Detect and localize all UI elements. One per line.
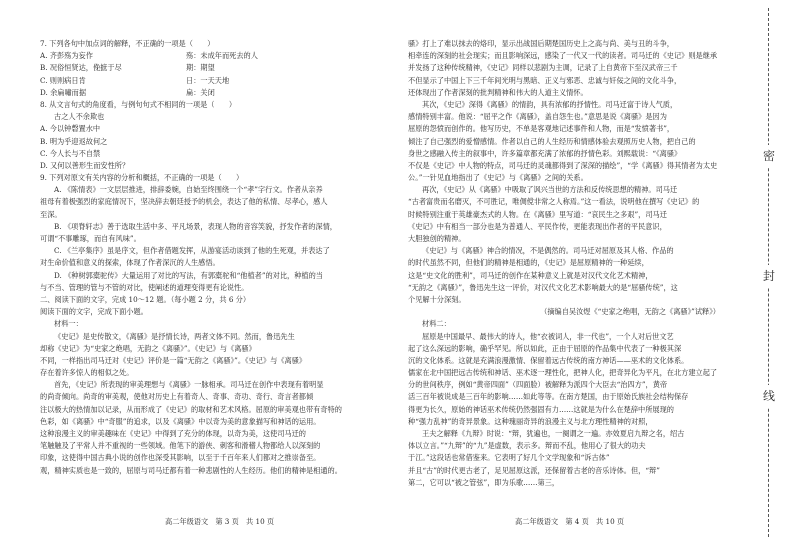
- text-line: 《史记》中有相当一部分也是为普通人、平民作传，更能表现出作者的平民意识，: [408, 221, 667, 231]
- text-line: 却称《史记》为“史家之绝唱，无韵之《离骚》”。《史记》与《离骚》: [40, 343, 256, 353]
- text-line: 得更为长久，原始的神话巫术传统仍然强固有力……这就是为什么在楚辞中所展现的: [408, 404, 674, 414]
- text-line: 不仅是《史记》中人物的特点，司马迁的灵魂都得到了深深的描绘”，“学《离骚》得其情者为太史: [408, 160, 718, 170]
- text-line: 起了这么深远的影响，确乎罕见。所以如此，正由于屈原的作品集中代表了一种极其深: [408, 343, 682, 353]
- text-line: 并发扬了这种传统精神，《史记》同样以悲剧为主调，记录了上自黄帝下至汉武帝三千: [408, 63, 678, 73]
- text-line: “古者富贵而名磨灭，不可胜记，唯倜傥非常之人称焉。”这一看法，说明他在撰写《史记》的: [408, 197, 700, 207]
- text-line: 的时代虽然不同，但他们的精神是相通的，《史记》是屈原精神的一种延续，: [408, 258, 649, 268]
- option-text: A. 齐彭殇为妄作: [40, 51, 93, 61]
- text-line: 《史记》与《离骚》神合的情况，不是偶然的。司马迁对屈原及其人格、作品的: [422, 246, 674, 256]
- text-line: 王夫之解释《九辩》时说：“辩，犹遍也，一阕谓之一遍。亦效夏启九辩之名，绍古: [422, 429, 685, 438]
- text-line: 材料二：: [422, 319, 451, 329]
- text-line: B. 《项脊轩志》善于选取生活中多、平凡场景，表现人物的音容笑貌，抒发作者的深情，: [54, 221, 337, 231]
- option-explanation: 扁：关闭: [186, 87, 215, 97]
- text-line: 二、阅读下面的文字，完成 10～12 题。（每小题 2 分，共 6 分）: [40, 294, 251, 304]
- text-line: 观，精神实质也是一致的，屈原与司马迁都有着一种悲剧性的人生经历。他们的精神是相通的。: [40, 465, 342, 475]
- text-line: 于江。”这段话也常借鉴来。它表明了好几个文学现象和“诉古体”: [408, 453, 610, 463]
- text-line: 材料一：: [54, 319, 83, 329]
- text-line: （摘编自吴汝煜《“史家之绝唱，无韵之《离骚》”试释》）: [540, 307, 720, 317]
- text-line: 色彩，如《离骚》中“奇服”的追求，以及《离骚》中以奇为美的意象描写和神话的运用。: [40, 416, 321, 426]
- text-line: 种“强力乱神”的奇异景象。这种瑰丽奇异的浪漫主义与北方理性精神的对照，: [408, 416, 653, 426]
- text-line: D. 又何以善形生而安性所？: [40, 160, 130, 170]
- left-page-column: [40, 38, 372, 477]
- right-page-column: [408, 38, 726, 489]
- text-line: 祖母有着极强烈的家庭情况下，坚决辞去朝廷授予的机会，表达了他的私情、尽孝心，感人: [40, 197, 328, 207]
- text-line: 时候特别注重于英雄豪杰式的人物。在《离骚》里写道：“哀民生之多艰”，司马迁: [408, 209, 667, 219]
- text-line: A. 今以钟磬置水中: [40, 124, 101, 134]
- text-line: 注以极大的热情加以记录，从而形成了《史记》的取材和艺术风格。屈原的审美观也带有奇特的: [40, 404, 342, 414]
- text-line: 体以立言。”“九辩”的“九”是虚数，表示多。辩而不乱，他用心了很大的功夫: [408, 441, 646, 451]
- text-line: 屈原的怨愤而创作的。他写历史，不单是客观地记述事件和人物，而是“发愤著书”，: [408, 124, 675, 134]
- text-line: 这种浪漫主义的审美趣味在《史记》中得到了充分的体现，以奇为美，这使司马迁的: [40, 429, 306, 438]
- text-line: 屈原是中国最早、最伟大的诗人，他“衣被词人，非一代也”，一个人对后世文艺: [422, 331, 674, 341]
- binding-label-seal: 密: [758, 145, 780, 167]
- text-line: 可谓“不事雕琢，而自有风味”。: [40, 234, 141, 243]
- text-line: 首先，《史记》所表现的审美理想与《离骚》一脉相承。司马迁在创作中表现有着明显: [54, 380, 324, 390]
- text-line: 其次，《史记》深得《离骚》的情韵，具有浓郁的抒情性。司马迁富于诗人气质，: [422, 99, 678, 109]
- text-line: 分的世间秩序，例如“黄帝四面”（四面脸）被解释为派四个大臣去“治四方”，黄帝: [408, 380, 668, 390]
- text-line: 9. 下列对原文有关内容的分析和概括，不正确的一项是（ ）: [40, 173, 244, 183]
- text-line: 的尚奇倾向。尚奇的审美观，使他对历史上有着奇人、奇事、奇功、奇行、奇言者都倾: [40, 392, 314, 402]
- text-line: 儒家在北中国把远古传统和神话、巫术逐一理性化，把神人化，把奇异化为平凡，在北方建立起了: [408, 368, 718, 378]
- text-line: “无韵之《离骚》”，鲁迅先生这一评价，对汉代文化艺术影响最大的是“屈骚传统”，这: [408, 282, 678, 292]
- text-line: 印象，这使得中国古典小说的创作也深受其影响，以至于千百年来人们都对之推崇备至。: [40, 453, 321, 463]
- text-line: 古之人不余欺也: [54, 112, 105, 122]
- text-line: D. 《种树郭橐驼传》大量运用了对比的写法，有郭橐驼和“他植者”的对比，种植的当: [54, 270, 323, 280]
- binding-label-line: 线: [758, 385, 780, 407]
- option-explanation: 殇：未成年而死去的人: [186, 51, 258, 61]
- text-line: 大胆独创的精神。: [408, 234, 466, 243]
- option-explanation: 日：一天天地: [186, 75, 230, 85]
- text-line: 个见解十分深刻。: [408, 294, 466, 304]
- text-line: 活三百年被说成是三百年的影响……如此等等。在南方楚国，由于原始氏族社会结构保存: [408, 392, 689, 402]
- text-line: 公。”一针见血地指出了《史记》与《离骚》之间的关系。: [408, 173, 588, 183]
- text-line: 不同，一样指出司马迁对《史记》评价是一篇“无韵之《离骚》”。《史记》与《离骚》: [40, 355, 307, 365]
- text-line: 身世之感融入传主的叙事中，许多篇章都充满了浓郁的抒情色彩。刘熙载说：“《离骚》: [408, 148, 682, 158]
- text-line: 与不当、管理的管与不管的对比，使阐述的道理变得更有论说性。: [40, 282, 249, 292]
- option-text: B. 况俗恒贤达，俛摭于尽: [40, 63, 122, 73]
- text-line: 相牵连的深刻的社会现实；而且影响深远，感染了一代又一代的读者。司马迁的《史记》则是继承: [408, 51, 718, 61]
- option-text: D. 余扁嘯而据: [40, 87, 87, 97]
- text-line: 感情特别丰富。他说：“屈平之作《离骚》，盖自怨生也。”意思是说《离骚》是因为: [408, 112, 667, 122]
- text-line: 骚》打上了难以抹去的烙印，显示出战国后期楚国历史上之高与尚、美与丑的斗争，: [408, 39, 674, 48]
- binding-label-close: 封: [758, 265, 780, 287]
- footer-left-page-number: 高二年级语文 第 3 页 共 10 页: [165, 517, 275, 526]
- text-line: B. 明为乎迎返故何之: [40, 136, 108, 146]
- text-line: A. 《陈情表》一文层层推进，排辞委婉，自始至终围绕一个“孝”字行文。作者从亲养: [54, 185, 323, 195]
- text-line: 还体现出了作者深刻的批判精神和伟大的人道主义情怀。: [408, 87, 588, 97]
- text-line: [40, 87, 372, 99]
- text-line: 对生命价值和意义的探索，体现了作者深沉的人生感悟。: [40, 258, 220, 268]
- text-line: 《史记》是史传散文，《离骚》是抒情长诗，两者文体不同。然而，鲁迅先生: [54, 331, 295, 341]
- text-line: 再次，《史记》从《离骚》中吸取了讽兴当世的方法和反传统思想的精神。司马迁: [422, 185, 678, 195]
- text-line: [40, 62, 372, 74]
- text-line: 沉的文化体系。这就是充满浪漫激情、保留着远古传统的南方神话——巫术的文化体系。: [408, 355, 689, 365]
- text-line: [40, 75, 372, 87]
- text-line: 至深。: [40, 209, 62, 219]
- option-explanation: 期：期望: [186, 63, 215, 73]
- text-line: C. 今人长与不自禁: [40, 148, 101, 158]
- text-line: 笔触触及了平常人并不重视的一些领域。他笔下的游侠、刺客和滑稽人物都给人以深刻的: [40, 441, 321, 451]
- text-line: C. 《兰亭集序》虽是序文，但作者借题发挥，从游宴活动谈到了他的生死观，并表达了: [54, 246, 330, 256]
- text-line: 这是“史文化的胜利”，司马迁的创作在某种意义上就是对汉代文化艺术精神，: [408, 270, 653, 280]
- text-line: 倾注了自己强烈的爱憎感情。作者以自己的人生经历和情感体验去观照历史人物，把自己的: [408, 136, 696, 146]
- text-line: [40, 50, 372, 62]
- text-line: 8. 从文言句式的角度看，与例句句式不相同的一项是（ ）: [40, 99, 237, 109]
- option-text: C. 则则病日肯: [40, 75, 86, 85]
- footer-right-page-number: 高二年级语文 第 4 页 共 10 页: [515, 517, 625, 526]
- text-line: 第二，它可以“被之管弦”，即为乐歌……第三，: [408, 477, 560, 487]
- text-line: 并且“古”的时代更古老了，足见屈原这派，还保留着古老的音乐诗体。但，“辩”: [408, 465, 660, 475]
- text-line: 阅读下面的文字，完成下面小题。: [40, 307, 148, 317]
- text-line: 存在着许多惊人的相似之处。: [40, 368, 134, 378]
- text-line: 不但显示了中国上下三千年间光明与黑暗、正义与邪恶、忠诚与奸佞之间的文化斗争，: [408, 75, 682, 85]
- text-line: 7. 下列各句中加点词的解释，不正确的一项是（ ）: [40, 39, 215, 48]
